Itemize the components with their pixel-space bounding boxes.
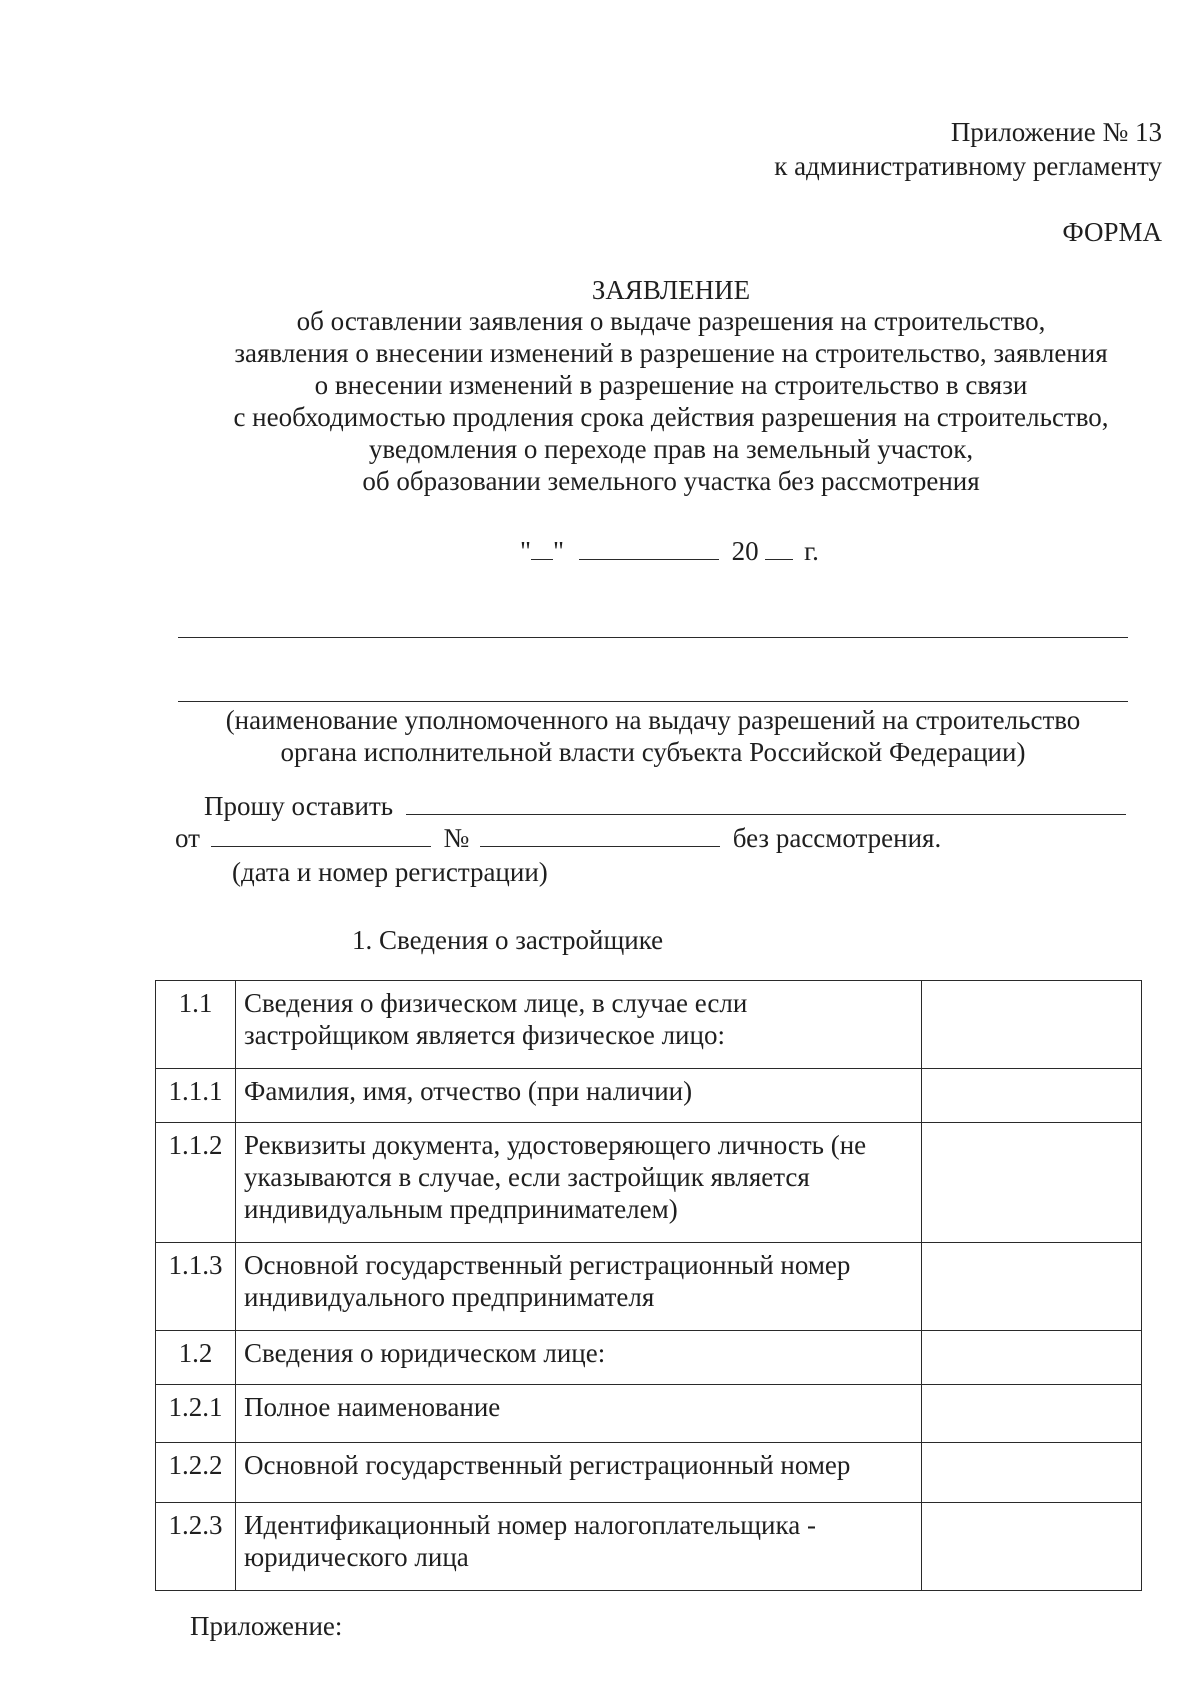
- request-subject-blank[interactable]: [406, 790, 1126, 815]
- row-value-cell[interactable]: [922, 1385, 1142, 1443]
- date-line: [520, 535, 819, 567]
- table-row: [156, 1243, 1142, 1331]
- title-line-6: об образовании земельного участка без рассмотрения: [362, 466, 980, 496]
- row-label: Основной государственный регистрационный номер: [236, 1443, 922, 1503]
- request-tail: без рассмотрения.: [732, 823, 942, 853]
- authority-blank-line-2[interactable]: [178, 701, 1128, 702]
- number-sign: №: [443, 823, 470, 853]
- authority-caption-2: органа исполнительной власти субъекта Российской Федерации): [280, 737, 1026, 767]
- title-line-1: об оставлении заявления о выдаче разрешения на строительство,: [296, 306, 1046, 336]
- title-line-3: о внесении изменений в разрешение на строительство в связи: [314, 370, 1028, 400]
- row-number: 1.1.1: [156, 1069, 236, 1123]
- table-row: [156, 981, 1142, 1069]
- title-line-5: уведомления о переходе прав на земельный участок,: [368, 434, 974, 464]
- row-number: 1.2: [156, 1331, 236, 1385]
- row-value-cell[interactable]: [922, 981, 1142, 1069]
- row-number: 1.2.2: [156, 1443, 236, 1503]
- table-row: [156, 1503, 1142, 1591]
- row-label: Полное наименование: [236, 1385, 922, 1443]
- row-label: Реквизиты документа, удостоверяющего личность (не указываются в случае, если застройщик является индивидуальным предпринимателем): [236, 1123, 922, 1243]
- date-open-quote: ": [520, 536, 532, 566]
- row-number: 1.2.1: [156, 1385, 236, 1443]
- table-row: [156, 1385, 1142, 1443]
- row-label: Сведения о физическом лице, в случае если застройщиком является физическое лицо:: [236, 981, 922, 1069]
- table-row: [156, 1123, 1142, 1243]
- row-label: Сведения о юридическом лице:: [236, 1331, 922, 1385]
- title-line-4: с необходимостью продления срока действия разрешения на строительство,: [233, 402, 1109, 432]
- table-row: [156, 1443, 1142, 1503]
- request-from-line: [175, 822, 941, 854]
- row-number: 1.1.3: [156, 1243, 236, 1331]
- date-close-quote: ": [553, 536, 565, 566]
- registration-date-blank[interactable]: [211, 822, 431, 847]
- appendix-number: Приложение № 13: [950, 117, 1162, 147]
- builder-info-table: [155, 980, 1142, 1591]
- row-value-cell[interactable]: [922, 1331, 1142, 1385]
- row-label: Основной государственный регистрационный номер индивидуального предпринимателя: [236, 1243, 922, 1331]
- row-number: 1.1: [156, 981, 236, 1069]
- title-line-2: заявления о внесении изменений в разрешение на строительство, заявления: [234, 338, 1108, 368]
- row-value-cell[interactable]: [922, 1443, 1142, 1503]
- year-blank[interactable]: [765, 535, 793, 560]
- authority-caption-1: (наименование уполномоченного на выдачу разрешений на строительство: [225, 705, 1081, 735]
- year-suffix: г.: [804, 536, 819, 566]
- from-label: от: [175, 823, 200, 853]
- request-line: [204, 790, 1126, 822]
- section-1-title: 1. Сведения о застройщике: [352, 925, 664, 955]
- year-prefix: 20: [731, 536, 759, 566]
- row-label: Фамилия, имя, отчество (при наличии): [236, 1069, 922, 1123]
- row-value-cell[interactable]: [922, 1503, 1142, 1591]
- attachment-label: Приложение:: [190, 1611, 343, 1641]
- form-label: ФОРМА: [1062, 217, 1162, 247]
- month-blank[interactable]: [579, 535, 719, 560]
- document-heading: ЗАЯВЛЕНИЕ: [591, 275, 751, 305]
- authority-blank-line-1[interactable]: [178, 637, 1128, 638]
- day-blank[interactable]: [531, 535, 553, 560]
- regulation-reference: к административному регламенту: [774, 151, 1162, 181]
- row-number: 1.2.3: [156, 1503, 236, 1591]
- row-label: Идентификационный номер налогоплательщика - юридического лица: [236, 1503, 922, 1591]
- row-value-cell[interactable]: [922, 1069, 1142, 1123]
- table-row: [156, 1331, 1142, 1385]
- request-label: Прошу оставить: [204, 791, 394, 821]
- row-value-cell[interactable]: [922, 1123, 1142, 1243]
- row-value-cell[interactable]: [922, 1243, 1142, 1331]
- table-row: [156, 1069, 1142, 1123]
- registration-caption: (дата и номер регистрации): [232, 857, 548, 887]
- registration-number-blank[interactable]: [480, 822, 720, 847]
- row-number: 1.1.2: [156, 1123, 236, 1243]
